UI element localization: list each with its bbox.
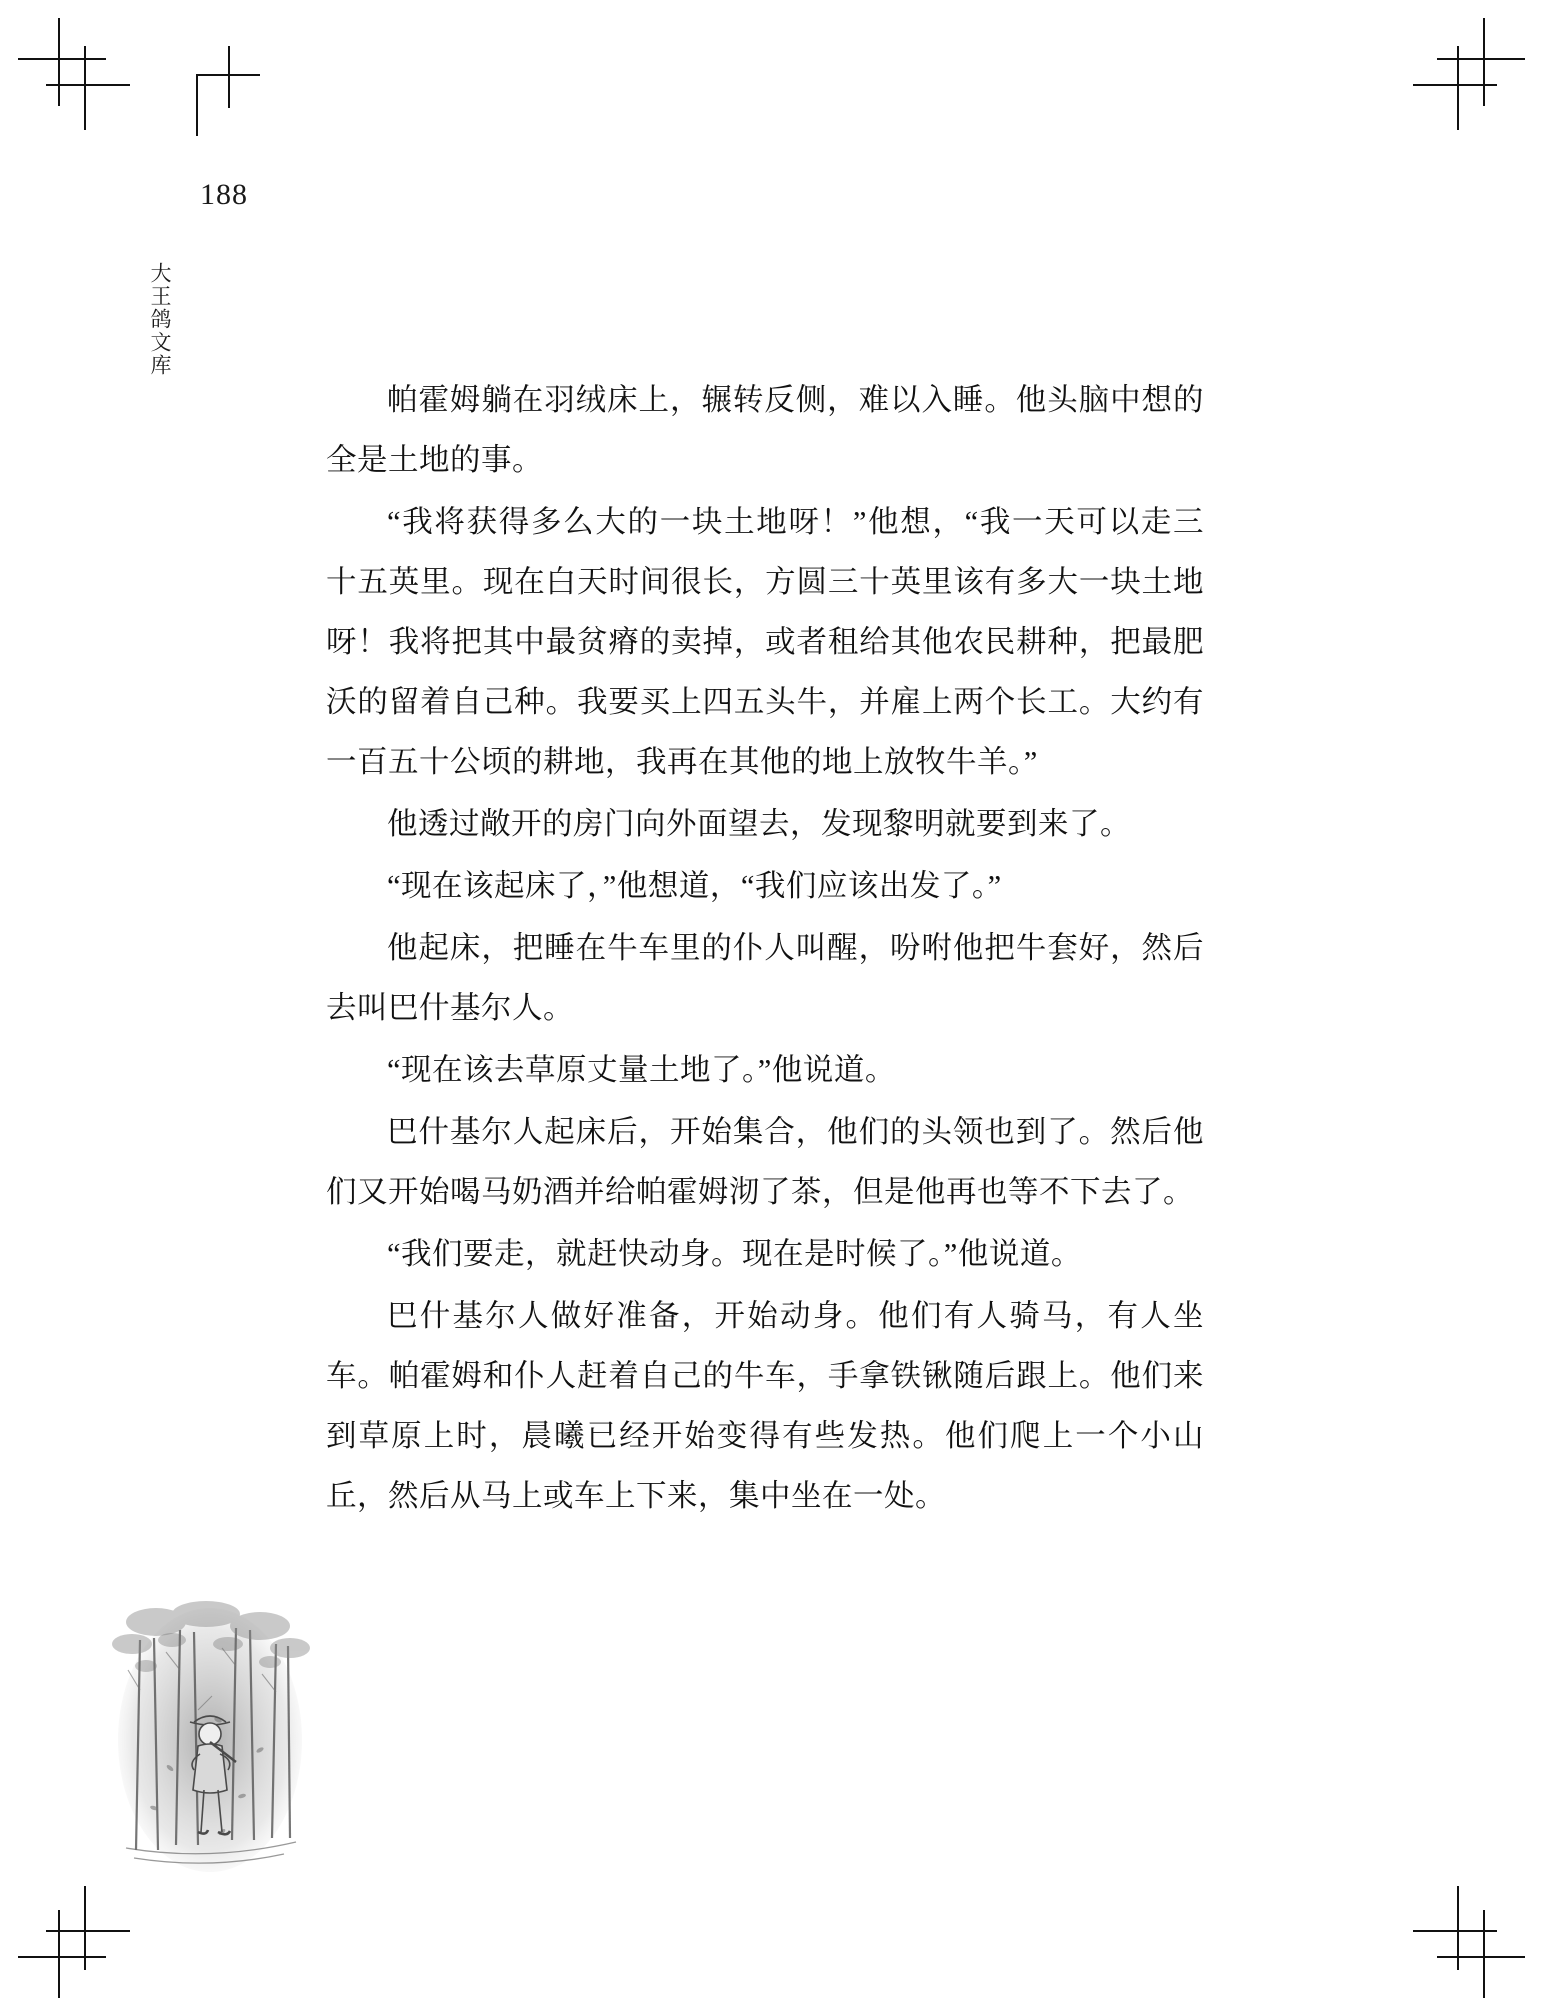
- crop-mark-bottom-left: [84, 1886, 86, 1970]
- crop-mark-top-left: [46, 84, 130, 86]
- paragraph: “我将获得多么大的一块土地呀！”他想，“我一天可以走三十五英里。现在白天时间很长，方圆三十英里该有多大一块土地呀！我将把其中最贫瘠的卖掉，或者租给其他农民耕种，把最肥沃的留着自己种。我要买上四五头牛，并雇上两个长工。大约有一百五十公顷的耕地，我再在其他的地上放牧牛羊。”: [326, 505, 1204, 779]
- crop-mark-top-right: [1457, 46, 1459, 130]
- crop-mark-bottom-right: [1483, 1910, 1485, 1998]
- paragraph: “我们要走，就赶快动身。现在是时候了。”他说道。: [387, 1237, 1082, 1271]
- crop-mark-top-right: [1413, 84, 1497, 86]
- crop-mark-top-left: [18, 58, 106, 60]
- registration-tick: [228, 46, 230, 108]
- crop-mark-top-right: [1483, 18, 1485, 106]
- registration-tick: [196, 74, 198, 136]
- crop-mark-top-left: [58, 18, 60, 106]
- body-text-column: [326, 370, 1204, 1528]
- crop-mark-bottom-left: [46, 1930, 130, 1932]
- paragraph: 他透过敞开的房门向外面望去，发现黎明就要到来了。: [387, 807, 1131, 841]
- page-number: 188: [200, 178, 248, 211]
- crop-mark-bottom-right: [1457, 1886, 1459, 1970]
- paragraph: 巴什基尔人做好准备，开始动身。他们有人骑马，有人坐车。帕霍姆和仆人赶着自己的牛车，手拿铁锹随后跟上。他们来到草原上时，晨曦已经开始变得有些发热。他们爬上一个小山丘，然后从马上或车上下来，集中坐在一处。: [326, 1299, 1204, 1513]
- paragraph: 帕霍姆躺在羽绒床上，辗转反侧，难以入睡。他头脑中想的全是土地的事。: [326, 383, 1204, 477]
- forest-boy-sketch-illustration: [110, 1600, 310, 1890]
- crop-mark-bottom-right: [1437, 1956, 1525, 1958]
- paragraph: 他起床，把睡在牛车里的仆人叫醒，吩咐他把牛套好，然后去叫巴什基尔人。: [326, 931, 1204, 1025]
- registration-tick: [196, 74, 260, 76]
- crop-mark-top-left: [84, 46, 86, 130]
- paragraph: “现在该起床了，”他想道，“我们应该出发了。”: [387, 869, 1002, 903]
- crop-mark-bottom-left: [18, 1956, 106, 1958]
- crop-mark-bottom-right: [1413, 1930, 1497, 1932]
- series-label: 大王鸽文库: [148, 262, 171, 377]
- paragraph: “现在该去草原丈量土地了。”他说道。: [387, 1053, 896, 1087]
- paragraph: 巴什基尔人起床后，开始集合，他们的头领也到了。然后他们又开始喝马奶酒并给帕霍姆沏了茶，但是他再也等不下去了。: [326, 1115, 1204, 1209]
- crop-mark-top-right: [1437, 58, 1525, 60]
- crop-mark-bottom-left: [58, 1910, 60, 1998]
